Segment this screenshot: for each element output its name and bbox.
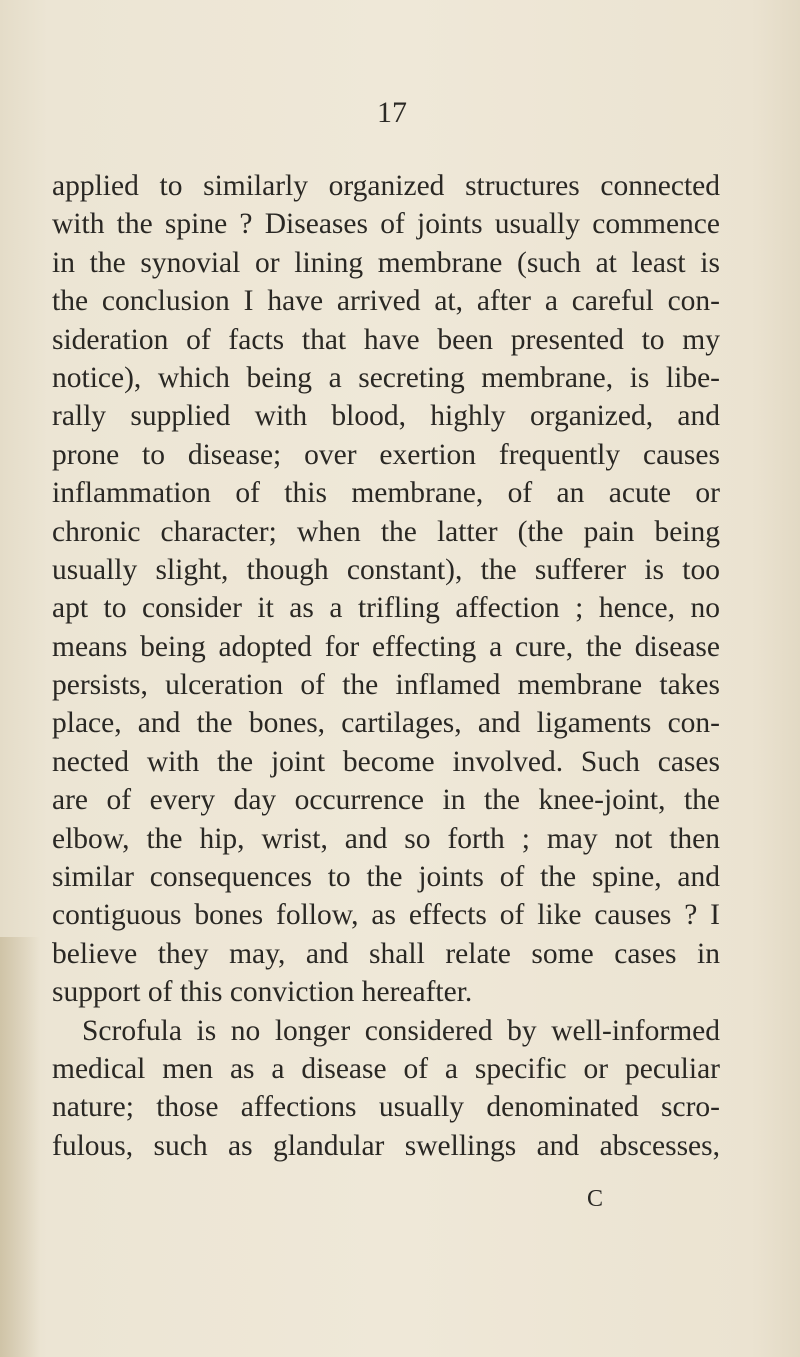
page-number: 17 xyxy=(377,96,407,129)
text-line: applied to similarly organized structures connected xyxy=(52,170,720,202)
body-text xyxy=(52,167,720,1165)
text-line: chronic character; when the latter (the pain being xyxy=(52,515,720,548)
text-line: similar consequences to the joints of the spine, and xyxy=(52,861,720,894)
text-line: sideration of facts that have been presented to my xyxy=(52,323,720,356)
text-line: usually slight, though constant), the sufferer is too xyxy=(52,553,720,586)
text-line: support of this conviction hereafter. xyxy=(52,976,473,1009)
text-line: contiguous bones follow, as effects of like causes ? I xyxy=(52,899,720,932)
text-line: persists, ulceration of the inflamed membrane takes xyxy=(52,669,720,702)
text-line: fulous, such as glandular swellings and abscesses, xyxy=(52,1129,720,1162)
text-line: are of every day occurrence in the knee-joint, the xyxy=(52,784,720,817)
text-line: apt to consider it as a trifling affection ; hence, no xyxy=(52,592,720,625)
text-line: believe they may, and shall relate some cases in xyxy=(52,937,720,970)
page-edge-shadow xyxy=(0,937,40,1357)
signature-mark: C xyxy=(586,1186,603,1212)
text-line: prone to disease; over exertion frequently causes xyxy=(52,438,720,471)
text-line: means being adopted for effecting a cure, the disease xyxy=(52,630,720,663)
text-line: nected with the joint become involved. Such cases xyxy=(52,745,720,778)
text-line: nature; those affections usually denominated scro- xyxy=(52,1091,720,1124)
text-line: place, and the bones, cartilages, and ligaments con- xyxy=(52,707,720,740)
text-line: rally supplied with blood, highly organized, and xyxy=(52,400,720,433)
text-line: the conclusion I have arrived at, after a careful con- xyxy=(52,285,720,318)
text-line: in the synovial or lining membrane (such at least is xyxy=(52,246,720,279)
paragraph-start-line: Scrofula is no longer considered by well-informed xyxy=(82,1014,720,1047)
text-line: with the spine ? Diseases of joints usually commence xyxy=(52,208,720,241)
text-line: notice), which being a secreting membrane, is libe- xyxy=(52,361,720,394)
text-line: inflammation of this membrane, of an acute or xyxy=(52,477,720,510)
text-line: elbow, the hip, wrist, and so forth ; may not then xyxy=(52,822,720,855)
text-line: medical men as a disease of a specific or peculiar xyxy=(52,1052,720,1085)
